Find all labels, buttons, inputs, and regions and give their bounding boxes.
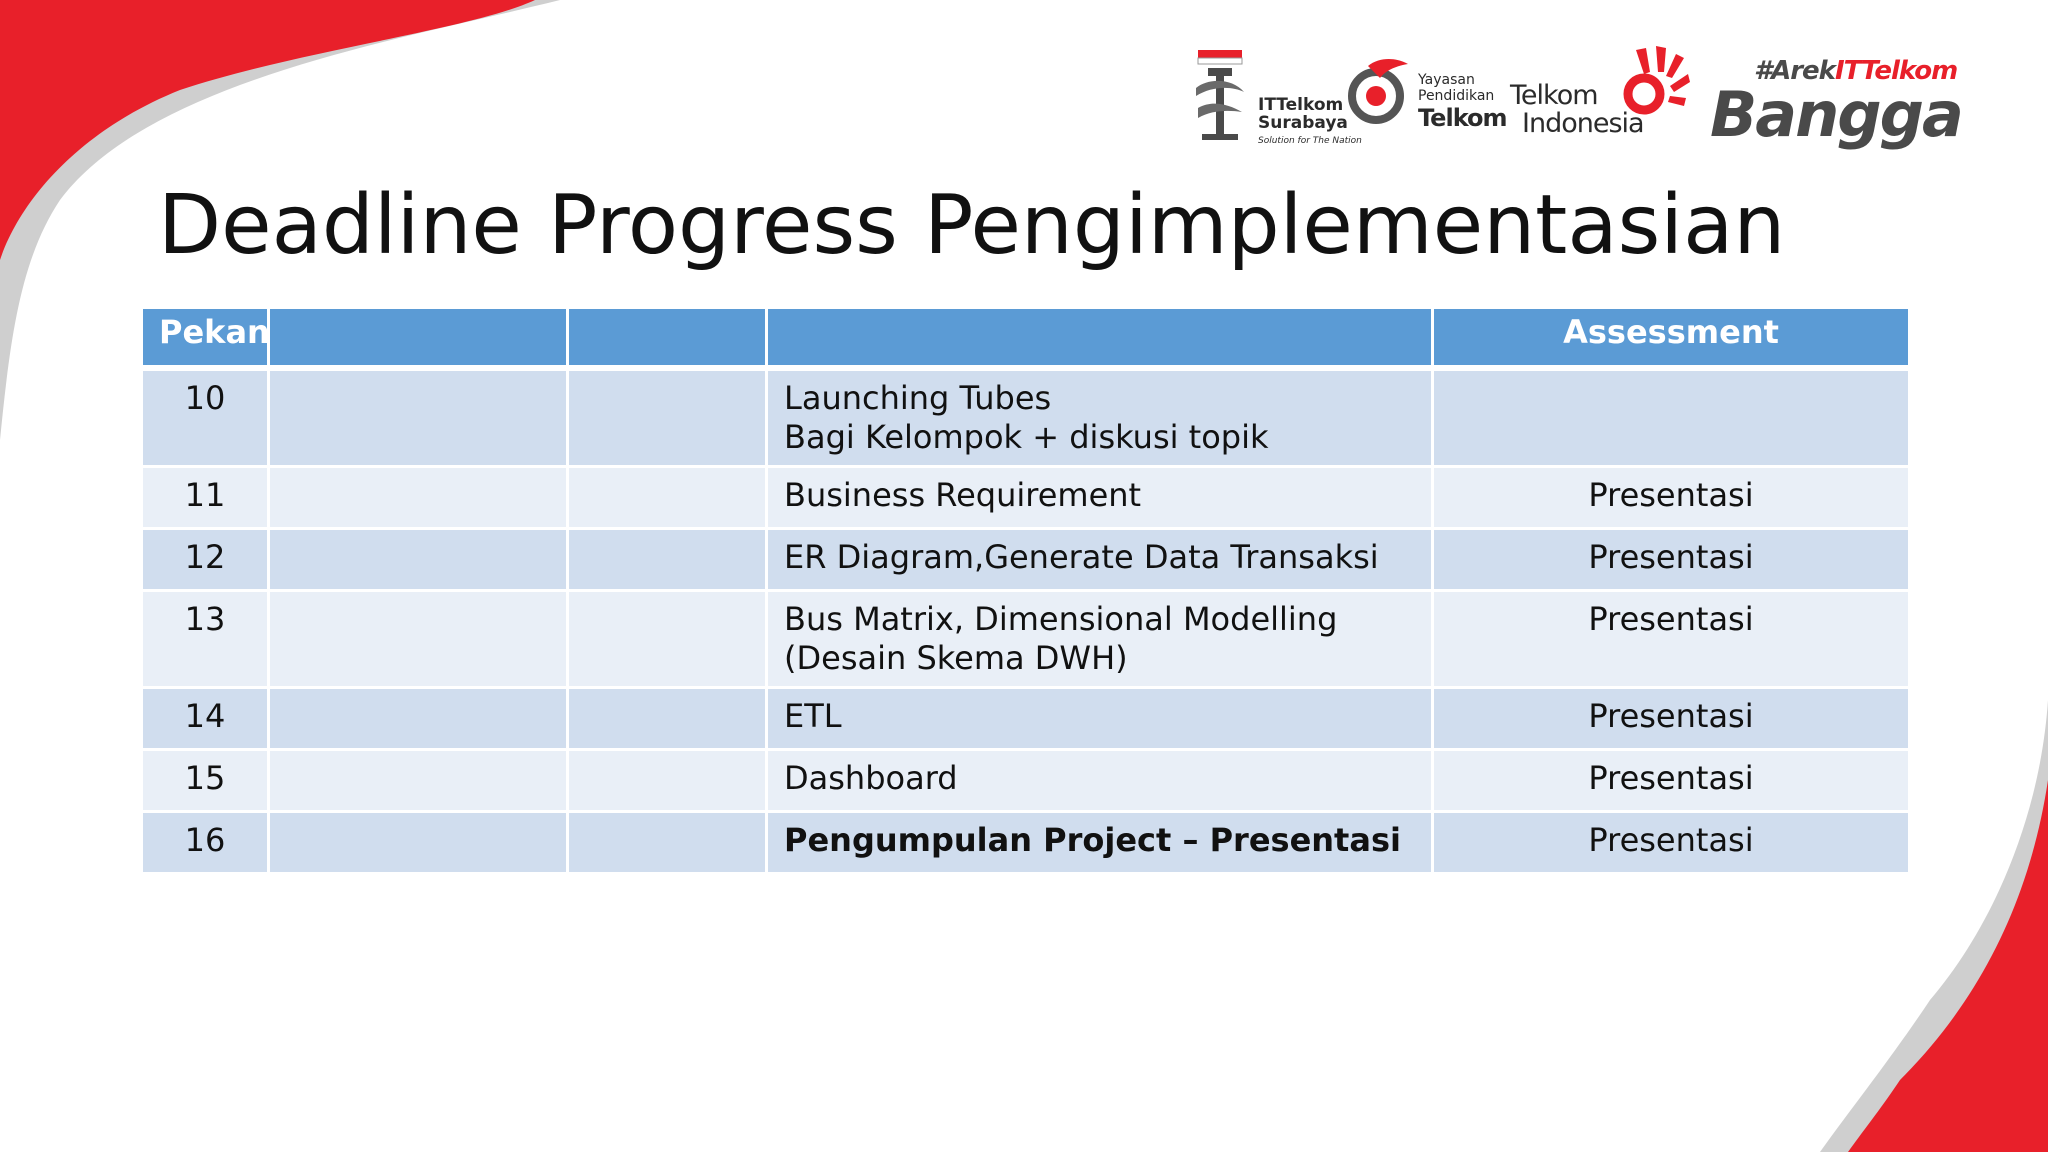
topic-line: Pengumpulan Project – Presentasi xyxy=(784,821,1401,859)
topic-line: (Desain Skema DWH) xyxy=(784,639,1128,677)
header-assessment: Assessment xyxy=(1433,308,1910,369)
empty-cell xyxy=(568,591,767,688)
assessment-cell: Presentasi xyxy=(1433,529,1910,591)
slide-title: Deadline Progress Pengimplementasian xyxy=(158,178,1786,273)
assessment-cell: Presentasi xyxy=(1433,688,1910,750)
topic-line: ETL xyxy=(784,697,842,735)
pekan-cell: 16 xyxy=(142,812,269,874)
telkom-indonesia-logo xyxy=(1510,44,1700,154)
pekan-cell: 14 xyxy=(142,688,269,750)
topic-line: ER Diagram,Generate Data Transaksi xyxy=(784,538,1379,576)
pekan-cell: 11 xyxy=(142,467,269,529)
ittelkom-tagline: Solution for The Nation xyxy=(1258,136,1362,146)
yayasan-line2: Pendidikan xyxy=(1418,88,1495,104)
header-col-3 xyxy=(568,308,767,369)
empty-cell xyxy=(568,812,767,874)
yayasan-emblem-icon xyxy=(1346,54,1414,126)
hashtag-prefix: #Arek xyxy=(1754,56,1835,86)
telkom-line1: Telkom xyxy=(1510,80,1598,111)
ittelkom-city: Surabaya xyxy=(1258,113,1348,133)
topic-cell xyxy=(767,688,1433,750)
yayasan-pendidikan-telkom-logo xyxy=(1346,54,1516,154)
table-row xyxy=(142,368,1910,467)
partner-logos xyxy=(1180,40,1980,160)
assessment-cell: Presentasi xyxy=(1433,591,1910,688)
table-row xyxy=(142,467,1910,529)
header-pekan: Pekan xyxy=(142,308,269,369)
empty-cell xyxy=(568,368,767,467)
empty-cell xyxy=(269,368,568,467)
topic-cell xyxy=(767,467,1433,529)
arek-ittelkom-bangga-logo xyxy=(1710,56,1980,156)
empty-cell xyxy=(269,467,568,529)
telkom-hand-icon xyxy=(1614,44,1690,120)
ittelkom-surabaya-logo xyxy=(1188,48,1368,148)
topic-cell xyxy=(767,812,1433,874)
table-row xyxy=(142,688,1910,750)
bangga-word: Bangga xyxy=(1710,78,1962,151)
assessment-cell xyxy=(1433,368,1910,467)
topic-cell xyxy=(767,750,1433,812)
empty-cell xyxy=(269,591,568,688)
pekan-cell: 15 xyxy=(142,750,269,812)
empty-cell xyxy=(568,750,767,812)
header-col-4 xyxy=(767,308,1433,369)
ittelkom-name: ITTelkom xyxy=(1258,95,1344,115)
assessment-cell: Presentasi xyxy=(1433,467,1910,529)
table-header-row xyxy=(142,308,1910,369)
topic-line: Bagi Kelompok + diskusi topik xyxy=(784,418,1269,456)
topic-cell xyxy=(767,368,1433,467)
topic-line: Dashboard xyxy=(784,759,958,797)
yayasan-line1: Yayasan xyxy=(1418,72,1475,88)
empty-cell xyxy=(269,812,568,874)
table-row xyxy=(142,529,1910,591)
table-row xyxy=(142,591,1910,688)
topic-cell xyxy=(767,591,1433,688)
schedule-table xyxy=(140,306,1911,875)
empty-cell xyxy=(568,467,767,529)
empty-cell xyxy=(568,688,767,750)
table-row xyxy=(142,750,1910,812)
empty-cell xyxy=(269,750,568,812)
topic-line: Launching Tubes xyxy=(784,379,1052,417)
yayasan-line3: Telkom xyxy=(1418,104,1507,132)
hashtag-brand: ITTelkom xyxy=(1834,56,1958,86)
pekan-cell: 13 xyxy=(142,591,269,688)
empty-cell xyxy=(568,529,767,591)
topic-line: Bus Matrix, Dimensional Modelling xyxy=(784,600,1338,638)
telkom-line2: Indonesia xyxy=(1522,108,1644,139)
topic-line: Business Requirement xyxy=(784,476,1142,514)
pekan-cell: 10 xyxy=(142,368,269,467)
pekan-cell: 12 xyxy=(142,529,269,591)
header-col-2 xyxy=(269,308,568,369)
ittelkom-emblem-icon xyxy=(1188,48,1252,144)
topic-cell xyxy=(767,529,1433,591)
table-row xyxy=(142,812,1910,874)
assessment-cell: Presentasi xyxy=(1433,812,1910,874)
assessment-cell: Presentasi xyxy=(1433,750,1910,812)
empty-cell xyxy=(269,529,568,591)
empty-cell xyxy=(269,688,568,750)
